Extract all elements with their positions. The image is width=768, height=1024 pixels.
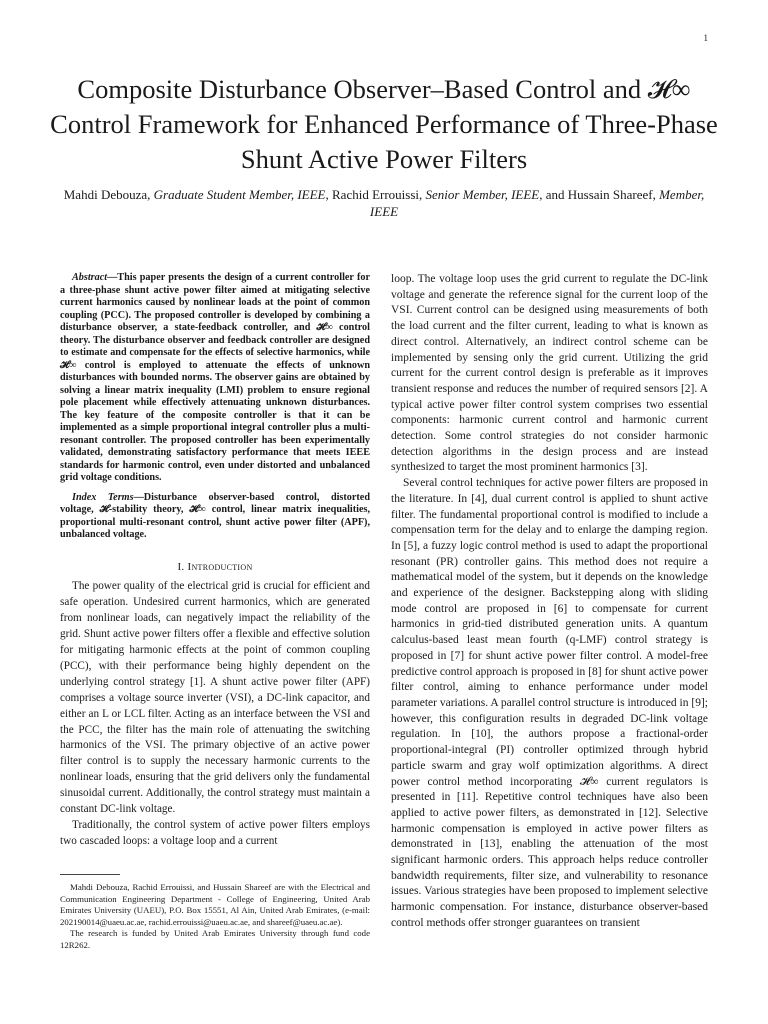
intro-paragraph-2: Traditionally, the control system of active power filters employs two cascaded loops: a voltage loop and a current	[60, 819, 370, 847]
footnote-rule	[60, 874, 120, 875]
intro-paragraph-3: Several control techniques for active power filters are proposed in the literature. In [4], dual current control is applied to shunt active filter. The fundamental proportional control is modified to include a compensation term for the delay and to enlarge the damping region. In [5], a fuzzy logic control method is used to adapt the proportional resonant (PR) controller gains. This method does not require a mathematical model of the system, but it depends on the knowledge and experience of the designer. Backstepping along with sliding mode control are proposed in [6] to compensate for current harmonics in grid-tied distributed generation units. A quantum calculus-based least mean fourth (q-LMF) control strategy is proposed in [7] for shunt active power filter control. A model-free predictive control approach is proposed in [8] for shunt active power filter control, aiming to enhance performance under model parameter variations. A parallel control structure is introduced in [9]; however, this configuration results in degraded DC-link voltage regulation. In [10], the authors propose a fractional-order proportional-integral (PI) controller optimized through hybrid particle swarm and gray wolf optimization algorithms. A direct power control method incorporating 𝓗∞ current regulators is presented in [11]. Repetitive control techniques have also been applied to active power filters, as demonstrated in [12]. Selective harmonic compensation is employed in active power filters as demonstrated in [13], enabling the attenuation of the most significant harmonic orders. This approach helps reduce controller bandwidth requirements, filter size, and vulnerability to resonance issues. Various strategies have been proposed to implement selective harmonic compensation. For instance, disturbance observer-based control methods offer stronger guarantees on transient	[391, 477, 708, 929]
author-2-role: Senior Member, IEEE	[425, 187, 540, 202]
abstract-lead: Abstract	[72, 272, 108, 283]
page-number: 1	[703, 33, 708, 43]
right-column	[391, 272, 708, 932]
author-2: , Rachid Errouissi,	[325, 187, 426, 202]
intro-paragraph-2-continued: loop. The voltage loop uses the grid current to regulate the DC-link voltage and generate the reference signal for the current loop of the VSI. Current control can be designed using measurements of both the load current and the filter current, leading to what is known as direct control. Alternatively, an indirect control scheme can be implemented by sensing only the grid current. Utilizing the grid current for the current control design is preferable as it improves transient response and reduces the number of required sensors [2]. A typical active power filter control system comprises two essential components: harmonic current control and harmonic current detection. Some control strategies do not consider harmonic detection algorithms in the design process and are instead synthesized to target the most prominent harmonics [3].	[391, 273, 708, 474]
paper-title: Composite Disturbance Observer–Based Control and 𝓗∞ Control Framework for Enhanced Performance of Three-Phase Shunt Active Power Filters	[50, 74, 718, 174]
author-1: Mahdi Debouza,	[63, 187, 154, 202]
author-3: , and Hussain Shareef,	[539, 187, 660, 202]
abstract-text: —This paper presents the design of a current controller for a three-phase shunt active power filter aimed at mitigating selective current harmonics caused by nonlinear loads at the point of common coupling (PCC). The proposed controller is developed by combining a disturbance observer, a state-feedback controller, and 𝓗∞ control theory. The disturbance observer and feedback controller are designed to estimate and compensate for the effects of selective harmonics, while 𝓗∞ control is employed to attenuate the effects of unknown disturbances with bounded norms. The observer gains are obtained by solving a linear matrix inequality (LMI) problem to ensure regional pole placement while effectively attenuating unknown disturbances. The key feature of the composite controller is that it can be implemented as a simple proportional integral controller plus a multi-resonant controller. The proposed controller has been experimentally validated, demonstrating satisfactory performance that meets IEEE standards for harmonic control, even under distorted and unbalanced grid voltage conditions.	[60, 272, 370, 483]
index-terms-lead: Index Terms	[72, 491, 134, 503]
intro-paragraph-1: The power quality of the electrical grid is crucial for efficient and safe operation. Undesired current harmonics, which are generated from nonlinear loads, can negatively impact the reliability of the grid. Shunt active power filters offer a flexible and effective solution for mitigating harmonic effects at the point of common coupling (PCC), with their performance being highly dependent on the underlying control strategy [1]. A shunt active power filter (APF) comprises a voltage source inverter (VSI), a DC-link capacitor, and either an L or LCL filter. Acting as an interface between the VSI and the PCC, the filter has the main role of attenuating the switching harmonics of the VSI. The primary objective of an active power filter control is to supply the necessary harmonic currents to the nonlinear loads, ensuring that the grid delivers only the fundamental sinusoidal current. Additionally, the control strategy must maintain a constant DC-link voltage.	[60, 580, 370, 816]
footnote-funding: The research is funded by United Arab Emirates University through fund code 12R262.	[60, 928, 370, 950]
index-terms-text: —Disturbance observer-based control, distorted voltage, 𝓗-stability theory, 𝓗∞ control, linear matrix inequalities, proportional multi-resonant control, shunt active power filter (APF), unbalanced voltage.	[60, 491, 370, 540]
abstract	[60, 272, 370, 485]
footnote-affiliation: Mahdi Debouza, Rachid Errouissi, and Hussain Shareef are with the Electrical and Communication Engineering Department - College of Engineering, United Arab Emirates University (UAEU), P.O. Box 15551, Al Ain, United Arab Emirates, (e-mail: 202190014@uaeu.ac.ae, rachid.errouissi@uaeu.ac.ae, and shareef@uaeu.ac.ae).	[60, 882, 370, 927]
section-heading-introduction: I. Introduction	[177, 560, 253, 573]
author-1-role: Graduate Student Member, IEEE	[153, 187, 326, 202]
author-list	[60, 186, 708, 220]
index-terms	[60, 492, 370, 542]
left-column	[60, 272, 370, 850]
author-3-role: Member, IEEE	[369, 187, 705, 219]
footnotes	[60, 882, 370, 952]
